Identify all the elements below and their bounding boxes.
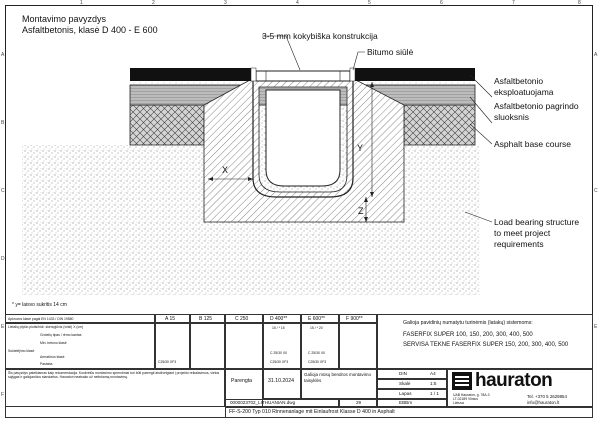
grid-col-5: 5 <box>368 0 371 6</box>
tb-d400-value-3: C25/30 XF3 <box>270 360 289 364</box>
tb-class-e600: E 600** <box>301 314 339 323</box>
tb-e600-value-1: 15 / * 20 <box>310 326 323 330</box>
leader-concrete <box>262 36 300 70</box>
tb-e600-value-3: C25/30 XF3 <box>308 360 327 364</box>
hauraton-logo-icon <box>452 372 472 390</box>
callout-binder-1: Asfaltbetonio pagrindo <box>494 101 579 111</box>
tb-date-cell <box>263 369 301 399</box>
tb-page: 29 <box>356 400 362 405</box>
tb-scale-value: 1:5 <box>430 381 437 386</box>
drawing-title-line1: Montavimo pavyzdys <box>22 14 107 24</box>
grid-row-a: A <box>1 52 5 58</box>
tb-date-label: Parengta <box>231 378 253 384</box>
tb-col-f900 <box>339 323 377 369</box>
tb-bottom-title: FF-S-200 Typ 010 Rinnenanlage mit Einlaufrost Klasse D 400 in Asphalt <box>229 409 395 415</box>
tb-class-c250: C 250 <box>225 314 263 323</box>
grid-row-f: F <box>1 392 5 398</box>
callout-base: Asphalt base course <box>494 139 572 149</box>
tb-row-label-1: Lietalių plyšio plotis/hidr. skerspjūvis (vinkl) X (cm) <box>8 325 84 329</box>
drainage-channel-inner <box>266 90 340 186</box>
grid-row-e: E <box>1 324 5 330</box>
tb-row-labels <box>5 323 155 369</box>
tb-paper: EBBm <box>399 400 413 405</box>
tb-d400-value-1: 15 / * 15 <box>272 326 285 330</box>
tb-product-1: FASERFIX SUPER 100, 150, 200, 300, 400, 500 <box>403 332 533 338</box>
tb-d400-value-2: C 25/30 X0 <box>270 351 287 355</box>
tb-file: 0000023702_LITHUANIAN.dwg <box>230 400 296 405</box>
grid-row-b: B <box>1 120 5 126</box>
tb-row-label-3: Min. betono klasė <box>40 341 67 345</box>
tb-product-2: SERVISA TEKNE FASERFIX SUPER 150, 200, 300, 400, 500 <box>403 342 569 348</box>
grid-row-d: D <box>1 256 5 262</box>
tb-validity: Galioja mūsų bendros montavimo taisyklės <box>304 372 372 383</box>
grate <box>256 71 350 81</box>
callout-joint: Bitumo siūlė <box>367 47 414 57</box>
tb-class-f900: F 900** <box>339 314 377 323</box>
grid-col-2: 2 <box>152 0 155 6</box>
tb-row-label-4: Sukietėjimo klasė <box>8 349 35 353</box>
wearing-course-left <box>130 68 252 81</box>
callout-load-3: requirements <box>494 239 544 249</box>
hauraton-brand: hauraton <box>475 370 553 391</box>
dim-z-label: Z <box>358 206 364 216</box>
tb-din-cell <box>377 369 447 379</box>
tb-row-label-5: Armatūros klasė <box>40 355 65 359</box>
tb-address-3: Lietuva <box>453 401 464 405</box>
tb-address-2: LT-02189 Vilnius <box>453 397 478 401</box>
grid-col-4: 4 <box>296 0 299 6</box>
callout-concrete: 3-5 mm kokybiška konstrukcija <box>262 31 378 41</box>
grid-col-1: 1 <box>80 0 83 6</box>
grid-col-8: 8 <box>578 0 581 6</box>
tb-e600-value-2: C 25/30 X0 <box>308 351 325 355</box>
grid-row-e-right: E <box>594 324 598 330</box>
tb-class-b125: B 125 <box>190 314 225 323</box>
tb-phone: Tel. +370 5 2629854 <box>527 394 567 399</box>
tb-col-b125 <box>190 323 225 369</box>
footnote: * y= laisvo sukritis 14 cm <box>12 302 67 308</box>
tb-sheet-value: 1 / 1 <box>430 391 439 396</box>
grid-row-c: C <box>1 188 5 194</box>
dim-x-label: X <box>222 165 229 175</box>
callout-load-1: Load bearing structure <box>494 217 580 227</box>
grid-col-7: 7 <box>512 0 515 6</box>
dim-y-label: Y <box>357 143 364 153</box>
callout-load-2: to meet project <box>494 228 551 238</box>
tb-col-c250 <box>225 323 263 369</box>
tb-din-value: A4 <box>430 371 436 376</box>
tb-header-label-cell <box>5 314 155 323</box>
tb-row-label-6: Pastaba <box>40 362 53 366</box>
callout-wearing-1: Asfaltbetonio <box>494 76 544 86</box>
tb-scale-label: Skalė <box>399 381 411 386</box>
wearing-course-right <box>354 68 475 81</box>
bitumen-joint-right <box>350 68 355 81</box>
grid-row-a-right: A <box>594 52 598 58</box>
tb-class-d400: D 400** <box>263 314 301 323</box>
tb-c250-value: C25/30 XF3 <box>158 360 177 364</box>
grid-col-3: 3 <box>224 0 227 6</box>
tb-address-1: UAB Hauraton, g. 78A-3 <box>453 393 490 397</box>
tb-scale-cell <box>377 379 447 389</box>
tb-email: info@hauraton.lt <box>527 400 560 405</box>
leader-joint <box>353 52 365 70</box>
grid-row-c-right: C <box>594 188 598 194</box>
tb-row-label-2: Grotelių tipas / rėmo kantas <box>40 333 82 337</box>
tb-din-label: DIN <box>399 371 407 376</box>
drawing-title-line2: Asfaltbetonis, klasė D 400 - E 600 <box>22 25 158 35</box>
tb-header-label: Apkrovos klasė pagal EN 1433 / DIN 19580 <box>8 317 74 321</box>
tb-product-intro: Galioja pavidinių numatytu turinėmis (latakų) sistemoms: <box>403 320 533 326</box>
grid-col-6: 6 <box>440 0 443 6</box>
bitumen-joint-left <box>251 68 256 81</box>
callout-binder-2: sluoksnis <box>494 112 529 122</box>
callout-wearing-2: eksploatuojama <box>494 87 554 97</box>
tb-date: 31.10.2024 <box>268 378 294 384</box>
tb-sheet-label: Lapas <box>399 391 412 396</box>
tb-class-a15: A 15 <box>155 314 190 323</box>
tb-disclaimer: Šis pavyzdys pateikiamas kaip rekomendacija. Konkretūs montavimo sprendimai turi būti parengti atsižvelgiant į projekto reikalavimus, vietos sąlygas ir galiojančius standartus. Hauraton neatsako už netinkamą montavimą. <box>8 371 220 379</box>
